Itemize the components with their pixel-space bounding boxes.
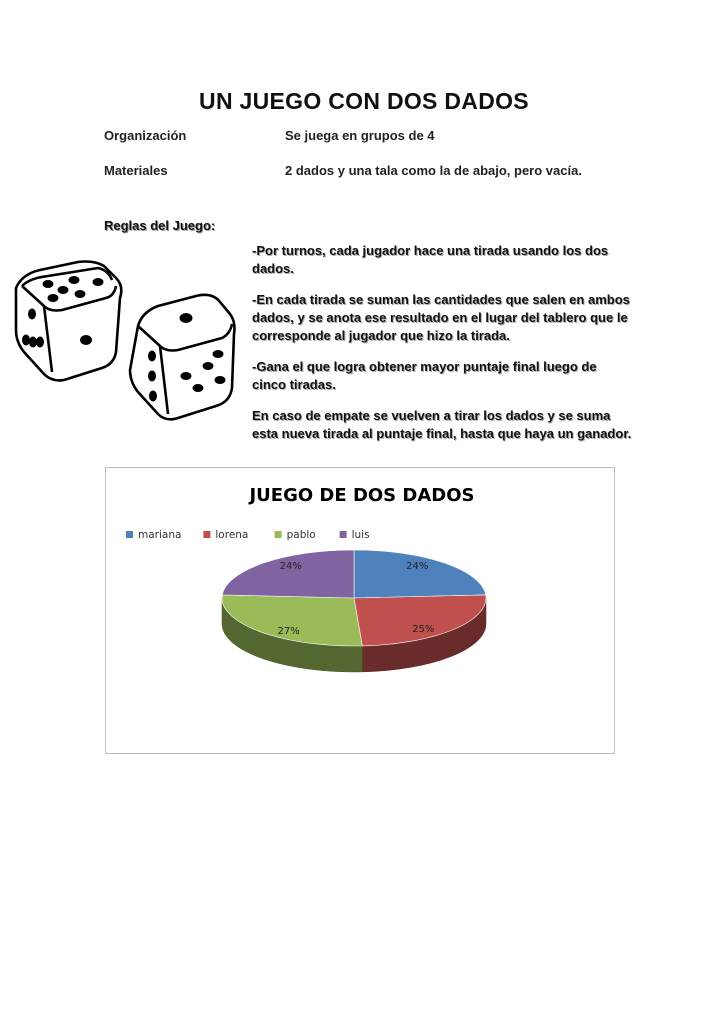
legend-label: pablo [286, 529, 316, 541]
legend-label: luis [351, 529, 370, 541]
legend-label: lorena [215, 529, 249, 541]
pie-data-label: 24% [279, 560, 302, 572]
rule-item: -Gana el que logra obtener mayor puntaje final luego de cinco tiradas. [252, 359, 597, 392]
pie-data-label: 24% [406, 560, 429, 572]
legend-swatch [203, 531, 210, 538]
pie-slice-mariana [354, 550, 486, 598]
chart-legend [126, 529, 370, 541]
organizacion-label: Organización [104, 128, 187, 143]
rule-item: En caso de empate se vuelven a tirar los dados y se suma esta nueva tirada al puntaje final, hasta que haya un ganador. [252, 408, 632, 441]
organizacion-value: Se juega en grupos de 4 [285, 128, 435, 143]
pie-chart [105, 467, 615, 754]
materiales-value: 2 dados y una tala como la de abajo, pero vacía. [285, 163, 582, 178]
rules-heading: Reglas del Juego: [104, 218, 216, 233]
legend-swatch [340, 531, 347, 538]
pie-group [222, 550, 486, 672]
pie-chart-canvas [106, 468, 614, 753]
pie-data-label: 27% [277, 626, 300, 638]
materiales-label: Materiales [104, 163, 168, 178]
legend-swatch [126, 531, 133, 538]
rule-item: -En cada tirada se suman las cantidades que salen en ambos dados, y se anota ese resultado en el lugar del tablero que le corresponde al jugador que hizo la tirada. [252, 292, 630, 343]
pie-data-label: 25% [412, 624, 435, 636]
document-title: UN JUEGO CON DOS DADOS [199, 88, 529, 114]
rules-list [252, 242, 632, 456]
pie-slice-luis [222, 550, 354, 598]
chart-title: JUEGO DE DOS DADOS [249, 485, 475, 506]
dice-icon [8, 256, 240, 426]
legend-label: mariana [138, 529, 182, 541]
legend-swatch [275, 531, 282, 538]
rule-item: -Por turnos, cada jugador hace una tirada usando los dos dados. [252, 243, 609, 276]
